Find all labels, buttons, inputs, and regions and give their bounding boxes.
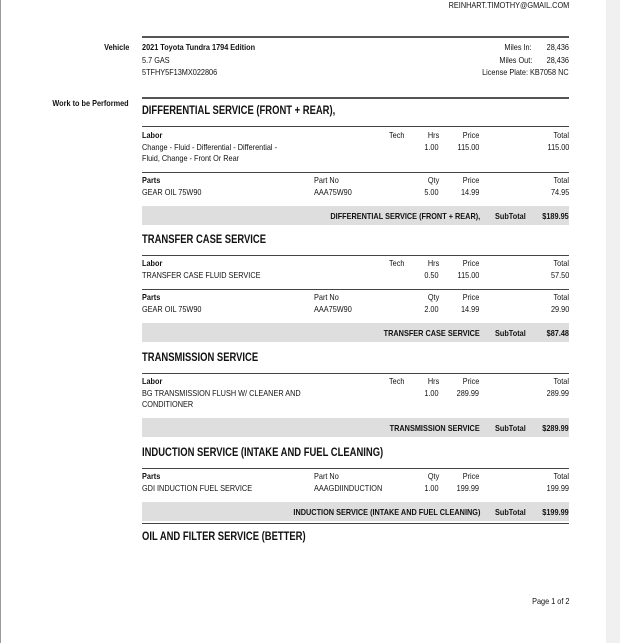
part-qty: 5.00 bbox=[424, 187, 439, 197]
tech-header: Tech bbox=[389, 376, 405, 386]
subtotal-service-name: INDUCTION SERVICE (INTAKE AND FUEL CLEANING) bbox=[293, 507, 480, 517]
subtotal-service-name: DIFFERENTIAL SERVICE (FRONT + REAR), bbox=[330, 211, 480, 221]
vehicle-engine: 5.7 GAS bbox=[142, 55, 170, 65]
part-total: 29.90 bbox=[550, 304, 569, 314]
hrs-header: Hrs bbox=[427, 258, 439, 268]
part-description: GEAR OIL 75W90 bbox=[142, 187, 202, 197]
part-description: GDI INDUCTION FUEL SERVICE bbox=[142, 483, 253, 493]
total-header: Total bbox=[553, 376, 569, 386]
miles-out-label: Miles Out: bbox=[499, 55, 532, 65]
customer-email: REINHART.TIMOTHY@GMAIL.COM bbox=[448, 0, 569, 10]
divider bbox=[142, 255, 569, 256]
price-header: Price bbox=[462, 376, 479, 386]
labor-header: Labor bbox=[142, 376, 163, 386]
part-no-header: Part No bbox=[314, 471, 339, 481]
part-qty: 2.00 bbox=[424, 304, 439, 314]
labor-header: Labor bbox=[142, 258, 163, 268]
price-header: Price bbox=[462, 258, 479, 268]
total-header: Total bbox=[553, 130, 569, 140]
vehicle-name: 2021 Toyota Tundra 1794 Edition bbox=[142, 42, 256, 52]
labor-hrs: 0.50 bbox=[424, 270, 439, 280]
part-price: 14.99 bbox=[460, 187, 479, 197]
labor-description: BG TRANSMISSION FLUSH W/ CLEANER AND bbox=[142, 388, 301, 398]
total-header: Total bbox=[553, 292, 569, 302]
service-title: OIL AND FILTER SERVICE (BETTER) bbox=[142, 531, 306, 543]
qty-header: Qty bbox=[427, 175, 439, 185]
work-label: Work to be Performed bbox=[52, 98, 129, 108]
labor-price: 115.00 bbox=[457, 270, 479, 280]
divider bbox=[142, 289, 569, 290]
price-header: Price bbox=[462, 471, 479, 481]
tech-header: Tech bbox=[389, 258, 405, 268]
subtotal-label: SubTotal bbox=[495, 211, 526, 221]
page-number: Page 1 of 2 bbox=[531, 596, 569, 606]
subtotal-service-name: TRANSFER CASE SERVICE bbox=[383, 328, 480, 338]
subtotal-amount: $199.99 bbox=[542, 507, 569, 517]
part-qty: 1.00 bbox=[424, 483, 439, 493]
labor-price: 115.00 bbox=[457, 142, 479, 152]
parts-header: Parts bbox=[142, 471, 161, 481]
labor-description-cont: CONDITIONER bbox=[142, 399, 194, 409]
hrs-header: Hrs bbox=[427, 130, 439, 140]
subtotal-amount: $289.99 bbox=[542, 423, 569, 433]
divider bbox=[142, 523, 569, 524]
parts-header: Parts bbox=[142, 175, 161, 185]
part-no-header: Part No bbox=[314, 292, 339, 302]
subtotal-service-name: TRANSMISSION SERVICE bbox=[389, 423, 480, 433]
labor-hrs: 1.00 bbox=[424, 388, 439, 398]
service-title: DIFFERENTIAL SERVICE (FRONT + REAR), bbox=[142, 105, 336, 117]
labor-description-cont: Fluid, Change - Front Or Rear bbox=[142, 153, 240, 163]
price-header: Price bbox=[462, 130, 479, 140]
labor-total: 115.00 bbox=[547, 142, 569, 152]
labor-price: 289.99 bbox=[456, 388, 479, 398]
part-description: GEAR OIL 75W90 bbox=[142, 304, 202, 314]
divider bbox=[142, 373, 569, 374]
hrs-header: Hrs bbox=[427, 376, 439, 386]
labor-description: TRANSFER CASE FLUID SERVICE bbox=[142, 270, 261, 280]
subtotal-label: SubTotal bbox=[495, 507, 526, 517]
tech-header: Tech bbox=[389, 130, 405, 140]
part-number: AAAGDIINDUCTION bbox=[314, 483, 383, 493]
total-header: Total bbox=[553, 471, 569, 481]
labor-hrs: 1.00 bbox=[424, 142, 439, 152]
divider bbox=[142, 468, 569, 469]
service-title: INDUCTION SERVICE (INTAKE AND FUEL CLEANING) bbox=[142, 447, 384, 459]
total-header: Total bbox=[553, 258, 569, 268]
qty-header: Qty bbox=[427, 471, 439, 481]
part-no-header: Part No bbox=[314, 175, 339, 185]
part-number: AAA75W90 bbox=[314, 304, 352, 314]
divider bbox=[142, 172, 569, 173]
vehicle-label: Vehicle bbox=[103, 42, 129, 52]
miles-out-value: 28,436 bbox=[546, 55, 569, 65]
subtotal-label: SubTotal bbox=[495, 328, 526, 338]
labor-total: 57.50 bbox=[550, 270, 569, 280]
subtotal-label: SubTotal bbox=[495, 423, 526, 433]
service-title: TRANSFER CASE SERVICE bbox=[142, 234, 267, 246]
part-number: AAA75W90 bbox=[314, 187, 352, 197]
divider bbox=[142, 126, 569, 127]
service-title: TRANSMISSION SERVICE bbox=[142, 352, 259, 364]
vehicle-vin: 5TFHY5F13MX022806 bbox=[142, 67, 218, 77]
miles-in-label: Miles In: bbox=[504, 42, 532, 52]
part-price: 199.99 bbox=[456, 483, 479, 493]
part-price: 14.99 bbox=[460, 304, 479, 314]
parts-header: Parts bbox=[142, 292, 161, 302]
part-total: 199.99 bbox=[546, 483, 569, 493]
vertical-scrollbar[interactable] bbox=[606, 0, 620, 643]
part-total: 74.95 bbox=[550, 187, 569, 197]
qty-header: Qty bbox=[427, 292, 439, 302]
subtotal-amount: $189.95 bbox=[542, 211, 569, 221]
miles-in-value: 28,436 bbox=[546, 42, 569, 52]
labor-total: 289.99 bbox=[546, 388, 569, 398]
total-header: Total bbox=[553, 175, 569, 185]
subtotal-amount: $87.48 bbox=[546, 328, 569, 338]
labor-header: Labor bbox=[142, 130, 163, 140]
labor-description: Change - Fluid - Differential - Differential - bbox=[142, 142, 278, 152]
price-header: Price bbox=[462, 175, 479, 185]
divider bbox=[142, 36, 569, 38]
license-plate: License Plate: KB7058 NC bbox=[482, 67, 569, 77]
divider bbox=[142, 97, 569, 99]
price-header: Price bbox=[462, 292, 479, 302]
